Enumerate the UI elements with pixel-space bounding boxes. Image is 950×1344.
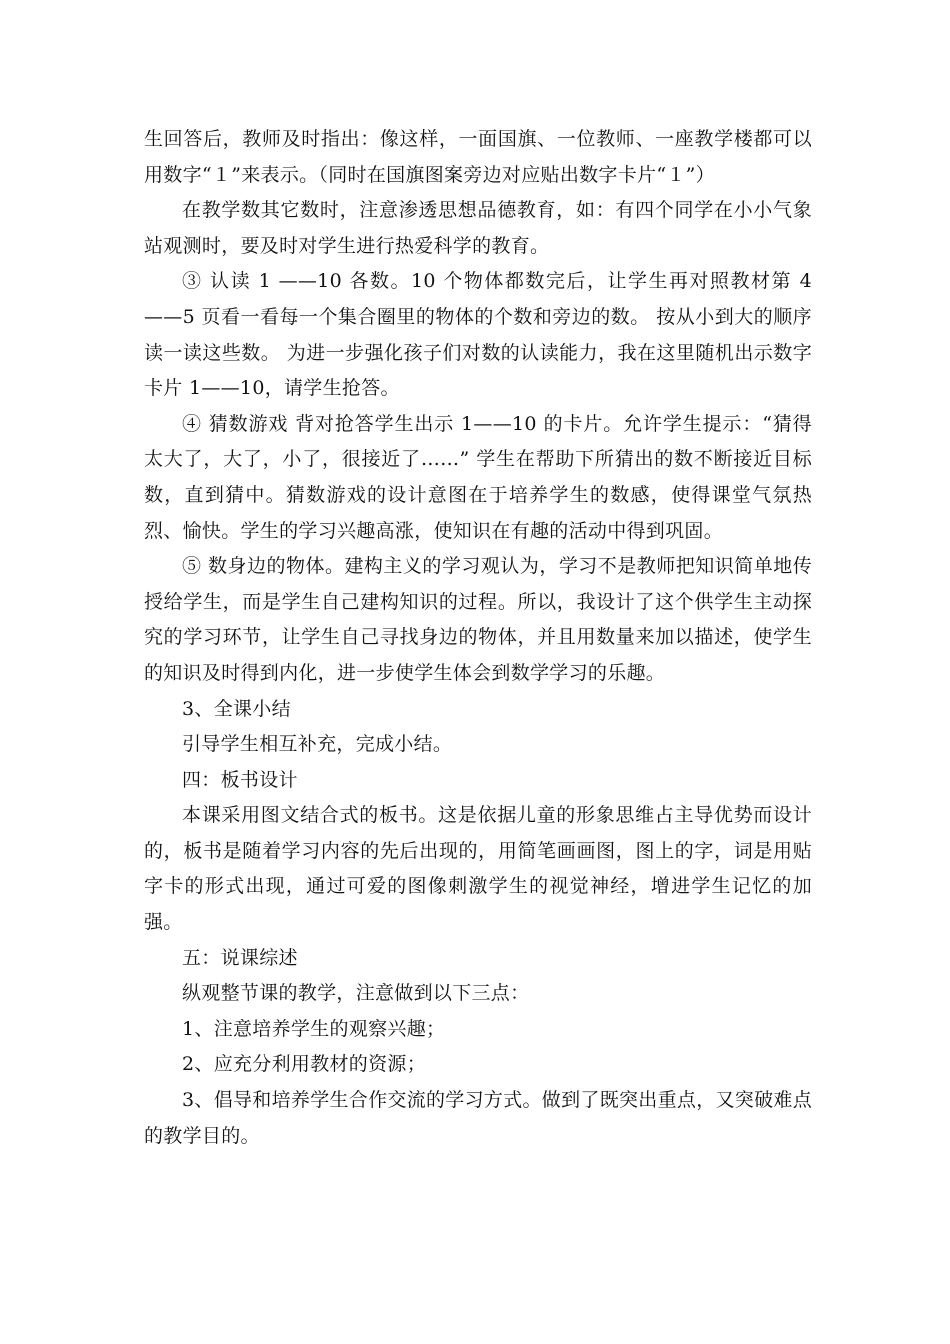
heading-lesson-summary: 3、全课小结	[182, 697, 291, 720]
heading-board-design: 四：板书设计	[182, 768, 298, 791]
list-item-observation: 1、注意培养学生的观察兴趣；	[182, 1017, 446, 1040]
paragraph-board-design: 本课采用图文结合式的板书。这是依据儿童的形象思维占主导优势而设计的，板书是随着学习内容的先后出现的，用简笔画画图，图上的字，词是用贴字卡的形式出现，通过可爱的图像刺激学生的视觉神经，增进学生记忆的加强。	[144, 804, 812, 934]
paragraph-overview-intro: 纵观整节课的教学，注意做到以下三点：	[182, 982, 530, 1005]
paragraph-step-3-reading: ③ 认读 1 ——10 各数。10 个物体都数完后，让学生再对照教材第 4——5 页看一看每一个集合圈里的物体的个数和旁边的数。 按从小到大的顺序读一读这些数。 为进一步强化孩子们对数的认读能力，我在这里随机出示数字卡片 1——10，请学生抢答。	[144, 270, 812, 400]
list-item-resources: 2、应充分利用教材的资源；	[182, 1053, 426, 1076]
paragraph-summary-guide: 引导学生相互补充，完成小结。	[182, 733, 453, 756]
document-body	[144, 122, 812, 1154]
paragraph-moral-education: 在教学数其它数时，注意渗透思想品德教育，如：有四个同学在小小气象站观测时，要及时对学生进行热爱科学的教育。	[144, 199, 812, 257]
paragraph-continuation: 生回答后，教师及时指出：像这样，一面国旗、一位教师、一座教学楼都可以用数字“１”来表示。（同时在国旗图案旁边对应贴出数字卡片“１”）	[144, 128, 812, 186]
paragraph-step-5-counting-objects: ⑤ 数身边的物体。建构主义的学习观认为，学习不是教师把知识简单地传授给学生，而是学生自己建构知识的过程。所以，我设计了这个供学生主动探究的学习环节，让学生自己寻找身边的物体，并且用数量来加以描述，使学生的知识及时得到内化，进一步使学生体会到数学学习的乐趣。	[144, 555, 812, 684]
paragraph-step-4-guessing-game: ④ 猜数游戏 背对抢答学生出示 1——10 的卡片。允许学生提示：“猜得太大了，大了，小了，很接近了……” 学生在帮助下所猜出的数不断接近目标数，直到猜中。猜数游戏的设计意图在于培养学生的数感，使得课堂气氛热烈、愉快。学生的学习兴趣高涨，使知识在有趣的活动中得到巩固。	[144, 412, 812, 542]
list-item-cooperation: 3、倡导和培养学生合作交流的学习方式。做到了既突出重点，又突破难点的教学目的。	[144, 1089, 812, 1147]
heading-overview: 五：说课综述	[182, 946, 298, 969]
